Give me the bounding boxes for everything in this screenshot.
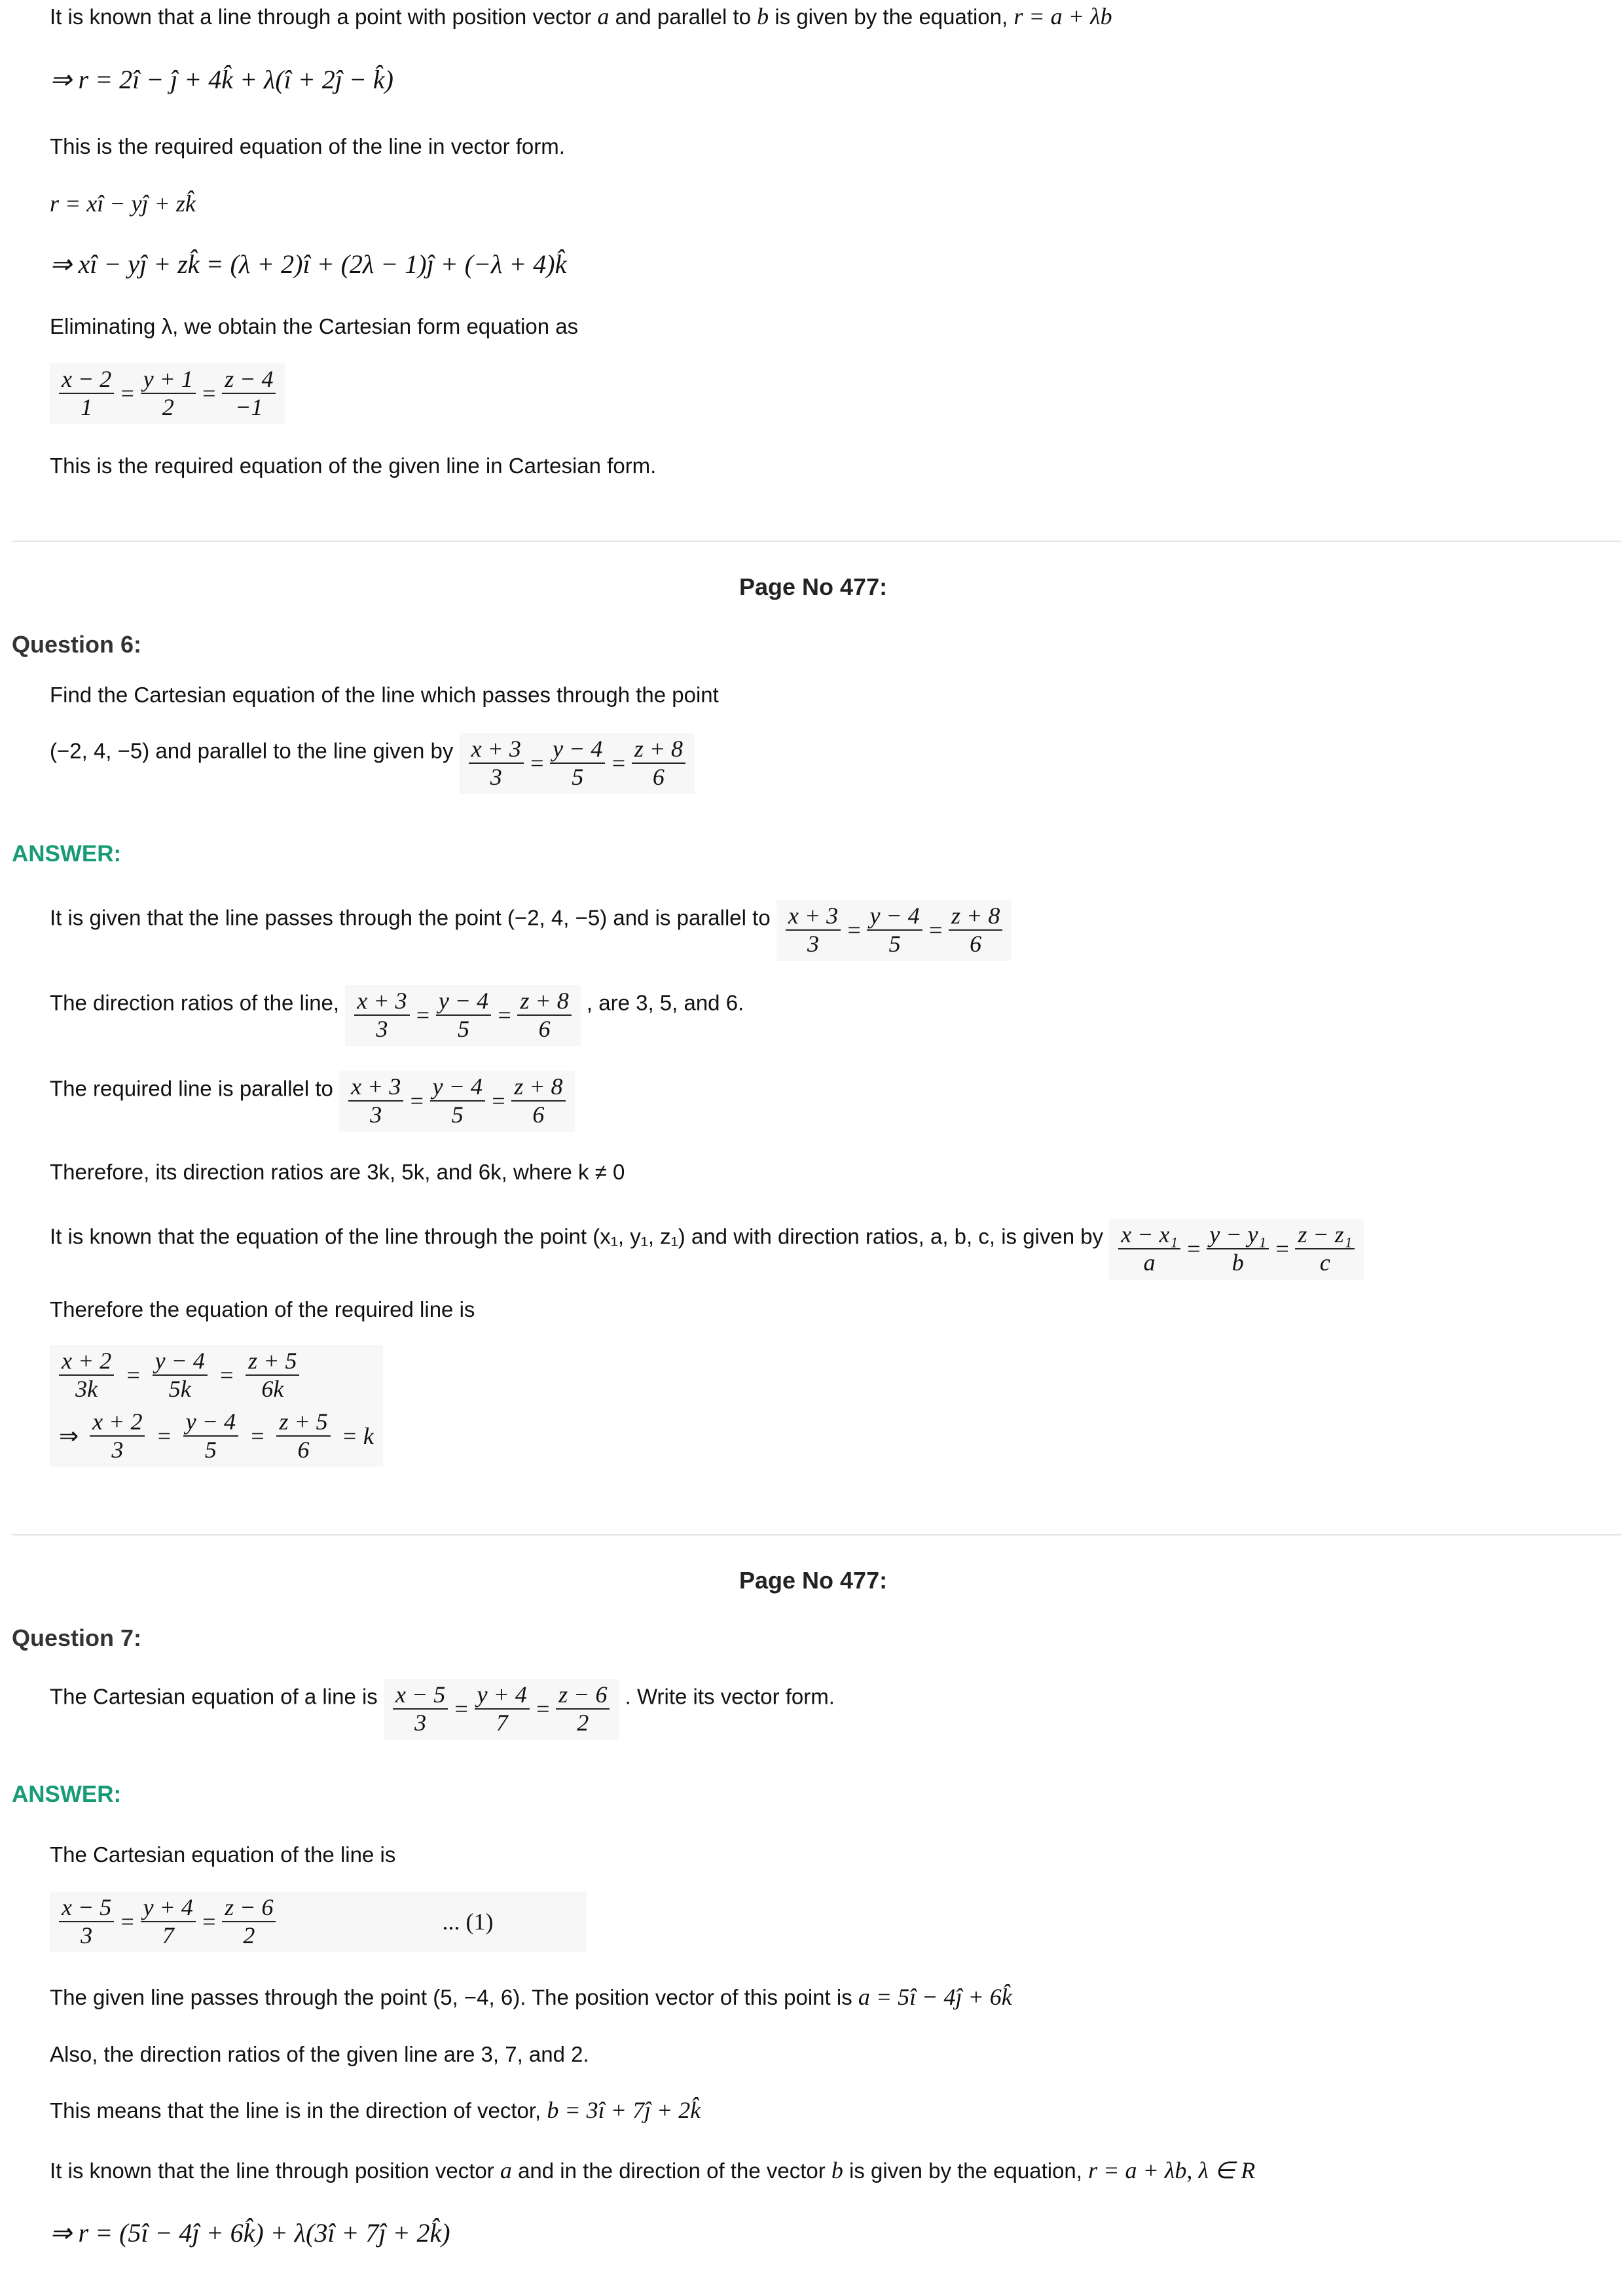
equation-reference: ... (1): [442, 1909, 494, 1935]
vector-form-note: This is the required equation of the line in vector form.: [50, 134, 565, 158]
page-number-label: Page No 477:: [739, 573, 888, 600]
question-7-heading: Question 7:: [12, 1624, 142, 1651]
component-equation: ⇒ xî − yĵ + zk̂ = (λ + 2)î + (2λ − 1)ĵ + (−λ + 4)k̂: [50, 249, 567, 279]
answer-7-line3: Also, the direction ratios of the given line are 3, 7, and 2.: [50, 2042, 589, 2066]
given-line-fraction: $\frac{x + 3}{3}$ = $\frac{y - 4}{5}$ = $\frac{z + 8}{6}$: [460, 733, 695, 794]
answer-6-line1: It is given that the line passes through the point (−2, 4, −5) and is parallel to $\frac{x + 3}{3}$ = $\frac{y - 4}{5}$ = $\frac{z + 8}{6}$: [50, 900, 1012, 961]
answer-7-line5: It is known that the line through position vector a and in the direction of the vector b is given by the equation, r = a + λb, λ ∈ R: [50, 2157, 1256, 2183]
section-divider: [12, 1534, 1621, 1535]
answer-6-line3: The required line is parallel to $\frac{x + 3}{3}$ = $\frac{y - 4}{5}$ = $\frac{z + 8}{6}$: [50, 1071, 575, 1132]
section-divider: [12, 541, 1621, 542]
page-number-label: Page No 477:: [739, 1567, 888, 1594]
general-line-equation: r = a + λb: [1013, 3, 1112, 29]
given-cartesian-fraction: $\frac{x - 5}{3}$ = $\frac{y + 4}{7}$ = $\frac{z - 6}{2}$: [384, 1679, 619, 1740]
answer-label: ANSWER:: [12, 1782, 122, 1807]
vector-equation: ⇒ r = 2î − ĵ + 4k̂ + λ(î + 2ĵ − k̂): [50, 65, 393, 94]
position-vector-r: r = xî − yĵ + zk̂: [50, 190, 196, 217]
answer-6-line2: The direction ratios of the line, $\frac{x + 3}{3}$ = $\frac{y - 4}{5}$ = $\frac{z + 8}{6}$ , are 3, 5, and 6.: [50, 985, 744, 1046]
cartesian-equation-1: $\frac{x - 2}{1}$ = $\frac{y + 1}{2}$ = $\frac{z - 4}{-1}$: [50, 363, 285, 424]
answer-7-line4: This means that the line is in the direction of vector, b = 3î + 7ĵ + 2k̂: [50, 2097, 701, 2123]
final-vector-equation: ⇒ r = (5î − 4ĵ + 6k̂) + λ(3î + 7ĵ + 2k̂): [50, 2218, 450, 2248]
question-6-text-line1: Find the Cartesian equation of the line which passes through the point: [50, 683, 719, 707]
question-7-text: The Cartesian equation of a line is $\frac{x - 5}{3}$ = $\frac{y + 4}{7}$ = $\frac{z - 6}{2}$ . Write its vector form.: [50, 1679, 835, 1740]
known-line-statement: It is known that a line through a point with position vector a and parallel to b is given by the equation, r = a + λb: [50, 3, 1112, 29]
answer-label: ANSWER:: [12, 841, 122, 867]
answer-6-line4: Therefore, its direction ratios are 3k, 5k, and 6k, where k ≠ 0: [50, 1160, 625, 1184]
answer-6-line6: Therefore the equation of the required line is: [50, 1297, 475, 1321]
required-line-equation: $\frac{x + 2}{3k}$ = $\frac{y - 4}{5k}$ = $\frac{z + 5}{6k}$ ⇒ $\frac{x + 2}{3}$ = $\frac{y - 4}{5}$ = $\frac{z + 5}{6}$ = k: [50, 1345, 383, 1467]
eliminating-text: Eliminating λ, we obtain the Cartesian form equation as: [50, 314, 579, 338]
cartesian-form-note: This is the required equation of the given line in Cartesian form.: [50, 454, 657, 478]
answer-7-line2: The given line passes through the point (5, −4, 6). The position vector of this point is a = 5î − 4ĵ + 6k̂: [50, 1984, 1012, 2010]
answer-7-line1: The Cartesian equation of the line is: [50, 1842, 396, 1867]
general-cartesian-fraction: $\frac{\text{x − x₁}}{a}$ = $\frac{\text{y − y₁}}{b}$ = $\frac{\text{z − z₁}}{c}$: [1109, 1219, 1364, 1280]
answer-6-line5: It is known that the equation of the line through the point (x₁, y₁, z₁) and with direction ratios, a, b, c, is given by $\frac{\text{x − x₁}}{a}$ = $\frac{\text{y − y₁}}{b}$ = $\frac{\text{z − z₁}}{c}$: [50, 1219, 1364, 1280]
question-6-text-line2: (−2, 4, −5) and parallel to the line given by $\frac{x + 3}{3}$ = $\frac{y - 4}{5}$ = $\frac{z + 8}{6}$: [50, 733, 695, 794]
question-6-heading: Question 6:: [12, 631, 142, 658]
cartesian-equation-7: $\frac{x - 5}{3}$ = $\frac{y + 4}{7}$ = $\frac{z - 6}{2}$ ... (1): [50, 1892, 587, 1952]
